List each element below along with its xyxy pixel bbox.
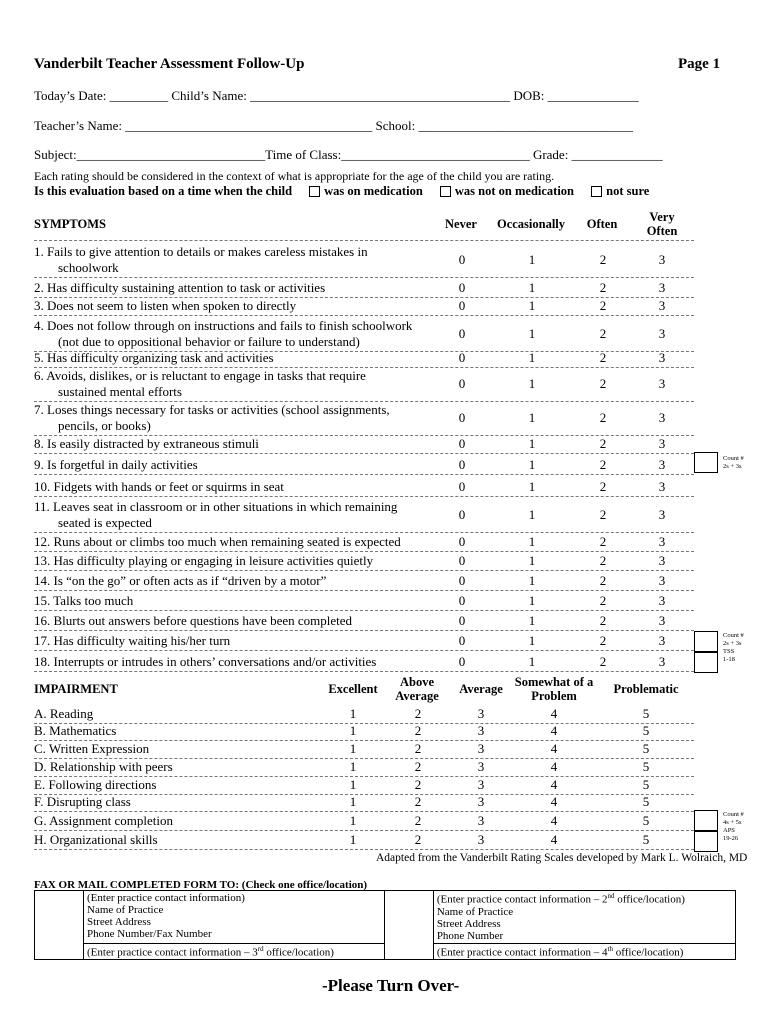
rating-option[interactable]: 1: [528, 613, 536, 628]
rating-option[interactable]: 0: [458, 507, 466, 522]
rating-note: Each rating should be considered in the context of what is appropriate for the age of the child you are rating.: [34, 169, 555, 183]
symptom-item: [34, 280, 454, 296]
rating-option[interactable]: 1: [528, 534, 536, 549]
rating-option[interactable]: 1: [528, 436, 536, 451]
rating-option[interactable]: 1: [528, 654, 536, 669]
office-line: Street Address: [87, 916, 151, 928]
symptom-item: [34, 457, 454, 473]
rating-option[interactable]: 0: [458, 436, 466, 451]
symptom-text: sustained mental efforts: [58, 384, 182, 399]
office-1-cell: [84, 891, 385, 944]
symptom-text: 6. Avoids, dislikes, or is reluctant to engage in tasks that require: [34, 368, 366, 383]
symptom-text: 11. Leaves seat in classroom or in other situations in which remaining: [34, 499, 398, 514]
rating-option[interactable]: 2: [599, 376, 607, 391]
rating-option[interactable]: 2: [599, 573, 607, 588]
rating-option[interactable]: 3: [658, 280, 666, 295]
symptom-item: [34, 350, 454, 366]
rating-option[interactable]: 1: [528, 573, 536, 588]
rating-option[interactable]: 2: [599, 507, 607, 522]
rating-option[interactable]: 3: [658, 553, 666, 568]
impairment-heading: IMPAIRMENT: [34, 682, 118, 696]
fax-office-table: [34, 890, 736, 960]
symptom-text: pencils, or books): [58, 418, 151, 433]
impairment-rating-option[interactable]: 5: [642, 759, 650, 774]
office-3-cell: [84, 943, 385, 960]
page-number: Page 1: [678, 56, 721, 72]
impairment-item: D. Relationship with peers: [34, 759, 173, 774]
symptom-text: 10. Fidgets with hands or feet or squirms in seat: [34, 479, 284, 494]
rating-option[interactable]: 3: [658, 573, 666, 588]
office-line: (Enter practice contact information – 3rd office/location): [87, 944, 334, 959]
impairment-rating-option[interactable]: 4: [550, 741, 558, 756]
symptom-text: 15. Talks too much: [34, 593, 134, 608]
rating-option[interactable]: 3: [658, 633, 666, 648]
impairment-rating-option[interactable]: 3: [477, 759, 485, 774]
impairment-rating-option[interactable]: 5: [642, 832, 650, 847]
rating-option[interactable]: 1: [528, 633, 536, 648]
symptoms-heading: SYMPTOMS: [34, 217, 106, 231]
rating-option[interactable]: 3: [658, 457, 666, 472]
rating-option[interactable]: 2: [599, 593, 607, 608]
rating-option[interactable]: 1: [528, 479, 536, 494]
rating-option[interactable]: 1: [528, 457, 536, 472]
rating-option[interactable]: 2: [599, 252, 607, 267]
rating-option[interactable]: 1: [528, 326, 536, 341]
rating-option[interactable]: 1: [528, 280, 536, 295]
impairment-rating-option[interactable]: 3: [477, 706, 485, 721]
credit-line: Adapted from the Vanderbilt Rating Scales developed by Mark L. Wolraich, MD: [376, 852, 748, 864]
rating-option[interactable]: 1: [528, 507, 536, 522]
rating-option[interactable]: 0: [458, 376, 466, 391]
rating-option[interactable]: 3: [658, 534, 666, 549]
count-label-line: 1-18: [723, 656, 735, 663]
impairment-rating-option[interactable]: 4: [550, 723, 558, 738]
rating-option[interactable]: 3: [658, 350, 666, 365]
impairment-rating-option[interactable]: 4: [550, 706, 558, 721]
impairment-rating-option[interactable]: 1: [349, 777, 357, 792]
symptom-text: 1. Fails to give attention to details or makes careless mistakes in: [34, 244, 368, 259]
rating-option[interactable]: 0: [458, 457, 466, 472]
impairment-rating-option[interactable]: 5: [642, 706, 650, 721]
impairment-rating-option[interactable]: 1: [349, 741, 357, 756]
count-box-hyperactive[interactable]: [694, 631, 718, 652]
symptom-item: [34, 298, 454, 314]
not-sure-checkbox[interactable]: [591, 186, 602, 197]
impairment-rating-option[interactable]: 1: [349, 723, 357, 738]
col-above-average: Above Average: [395, 675, 439, 703]
office-line: Phone Number: [436, 929, 504, 942]
symptom-item: [34, 593, 454, 609]
count-label-hyperactive: [723, 632, 744, 664]
please-turn-over: -Please Turn Over-: [322, 976, 460, 995]
count-label-line: 2s + 3s: [723, 640, 742, 647]
impairment-rating-option[interactable]: 3: [477, 741, 485, 756]
symptom-item: [34, 553, 454, 569]
office-2-checkbox[interactable]: [384, 891, 433, 960]
rating-option[interactable]: 3: [658, 326, 666, 341]
rating-option[interactable]: 3: [658, 654, 666, 669]
office-line: Street Address: [436, 917, 501, 930]
symptom-text: 18. Interrupts or intrudes in others’ conversations and/or activities: [34, 654, 377, 669]
impairment-rating-option[interactable]: 2: [414, 759, 422, 774]
rating-option[interactable]: 2: [599, 654, 607, 669]
symptom-item: [34, 402, 454, 434]
not-on-medication-checkbox[interactable]: [440, 186, 451, 197]
impairment-item: A. Reading: [34, 706, 94, 721]
impairment-rating-option[interactable]: 5: [642, 813, 650, 828]
rating-option[interactable]: 3: [658, 252, 666, 267]
not-on-medication-label: was not on medication: [454, 184, 575, 198]
symptom-text: 16. Blurts out answers before questions have been completed: [34, 613, 353, 628]
count-label-line: 19-26: [723, 835, 739, 842]
teacher-school-fields[interactable]: Teacher’s Name: ______________________________________ School: _________________________________: [34, 118, 633, 133]
rating-option[interactable]: 0: [458, 410, 466, 425]
rating-option[interactable]: 3: [658, 410, 666, 425]
impairment-rating-option[interactable]: 3: [477, 832, 485, 847]
impairment-item: C. Written Expression: [34, 741, 150, 756]
symptom-item: [34, 633, 454, 649]
rating-option[interactable]: 2: [599, 613, 607, 628]
impairment-rating-option[interactable]: 2: [414, 813, 422, 828]
symptom-text: (not due to oppositional behavior or failure to understand): [58, 334, 360, 349]
impairment-item: B. Mathematics: [34, 723, 117, 738]
office-line: (Enter practice contact information – 2nd office/location): [436, 892, 685, 906]
rating-option[interactable]: 0: [458, 633, 466, 648]
rating-option[interactable]: 0: [458, 350, 466, 365]
impairment-rating-option[interactable]: 4: [550, 759, 558, 774]
rating-option[interactable]: 0: [458, 573, 466, 588]
symptom-item: [34, 244, 454, 276]
impairment-rating-option[interactable]: 3: [477, 794, 485, 809]
symptom-text: 14. Is “on the go” or often acts as if “driven by a motor”: [34, 573, 327, 588]
rating-option[interactable]: 0: [458, 534, 466, 549]
symptom-text: 13. Has difficulty playing or engaging in leisure activities quietly: [34, 553, 374, 568]
impairment-rating-option[interactable]: 3: [477, 777, 485, 792]
impairment-rating-option[interactable]: 5: [642, 723, 650, 738]
symptom-text: 9. Is forgetful in daily activities: [34, 457, 198, 472]
col-problematic: Problematic: [613, 682, 679, 696]
not-sure-label: not sure: [606, 184, 650, 198]
symptom-item: [34, 534, 454, 550]
symptom-item: [34, 436, 454, 452]
office-1-checkbox[interactable]: [35, 891, 84, 960]
impairment-rating-option[interactable]: 5: [642, 777, 650, 792]
col-never: Never: [445, 217, 477, 231]
count-label-line: APS: [723, 827, 735, 834]
rating-option[interactable]: 3: [658, 376, 666, 391]
impairment-item: E. Following directions: [34, 777, 157, 792]
rating-option[interactable]: 1: [528, 350, 536, 365]
office-line: Name of Practice: [87, 904, 164, 916]
impairment-rating-option[interactable]: 3: [477, 813, 485, 828]
count-box-inattentive[interactable]: [694, 452, 718, 473]
impairment-rating-option[interactable]: 4: [550, 813, 558, 828]
count-label-line: Count #: [723, 455, 744, 462]
symptom-text: 4. Does not follow through on instructions and fails to finish schoolwork: [34, 318, 413, 333]
rating-option[interactable]: 0: [458, 593, 466, 608]
count-box-impairment[interactable]: [694, 810, 718, 831]
date-name-dob-fields[interactable]: Today’s Date: _________ Child’s Name: ________________________________________ DOB: ______________: [34, 88, 639, 103]
symptom-text: 12. Runs about or climbs too much when remaining seated is expected: [34, 534, 401, 549]
rating-option[interactable]: 2: [599, 436, 607, 451]
symptom-text: schoolwork: [58, 260, 119, 275]
impairment-rating-option[interactable]: 2: [414, 723, 422, 738]
impairment-rating-option[interactable]: 4: [550, 777, 558, 792]
impairment-rating-option[interactable]: 2: [414, 706, 422, 721]
symptom-item: [34, 613, 454, 629]
rating-option[interactable]: 1: [528, 593, 536, 608]
impairment-item: H. Organizational skills: [34, 832, 158, 847]
symptom-item: [34, 499, 454, 531]
rating-option[interactable]: 1: [528, 553, 536, 568]
rating-option[interactable]: 3: [658, 479, 666, 494]
rating-option[interactable]: 0: [458, 298, 466, 313]
impairment-rating-option[interactable]: 1: [349, 706, 357, 721]
rating-option[interactable]: 0: [458, 326, 466, 341]
impairment-rating-option[interactable]: 1: [349, 832, 357, 847]
rating-option[interactable]: 2: [599, 633, 607, 648]
col-somewhat-problem: Somewhat of a Problem: [514, 675, 594, 703]
impairment-rating-option[interactable]: 1: [349, 813, 357, 828]
count-label-line: Count #: [723, 811, 744, 818]
count-label-line: 2s + 3s: [723, 463, 742, 470]
office-line: (Enter practice contact information – 4th office/location): [436, 944, 684, 959]
rating-option[interactable]: 2: [599, 553, 607, 568]
symptom-text: 3. Does not seem to listen when spoken to directly: [34, 298, 297, 313]
medication-question-text: Is this evaluation based on a time when the child: [34, 184, 293, 198]
col-average: Average: [459, 682, 503, 696]
rating-option[interactable]: 3: [658, 613, 666, 628]
rating-option[interactable]: 1: [528, 410, 536, 425]
aps-box[interactable]: [694, 831, 718, 852]
symptom-text: 8. Is easily distracted by extraneous stimuli: [34, 436, 259, 451]
impairment-rating-option[interactable]: 2: [414, 794, 422, 809]
medication-question: [34, 184, 649, 199]
impairment-rating-option[interactable]: 5: [642, 794, 650, 809]
form-title: Vanderbilt Teacher Assessment Follow-Up: [34, 56, 305, 72]
on-medication-checkbox[interactable]: [309, 186, 320, 197]
symptom-text: 5. Has difficulty organizing task and activities: [34, 350, 274, 365]
impairment-rating-option[interactable]: 4: [550, 832, 558, 847]
impairment-rating-option[interactable]: 2: [414, 741, 422, 756]
count-label-line: Count #: [723, 632, 744, 639]
symptom-item: [34, 479, 454, 495]
impairment-rating-option[interactable]: 3: [477, 723, 485, 738]
symptom-text: 2. Has difficulty sustaining attention to task or activities: [34, 280, 326, 295]
symptom-text: seated is expected: [58, 515, 152, 530]
rating-option[interactable]: 0: [458, 252, 466, 267]
count-label-inattentive: [723, 455, 744, 471]
rating-option[interactable]: 2: [599, 280, 607, 295]
col-very-often: Very Often: [646, 210, 678, 238]
count-label-line: TSS: [723, 648, 735, 655]
rating-option[interactable]: 2: [599, 457, 607, 472]
tss-box[interactable]: [694, 652, 718, 673]
on-medication-label: was on medication: [324, 184, 423, 198]
impairment-rating-option[interactable]: 2: [414, 832, 422, 847]
rating-option[interactable]: 0: [458, 280, 466, 295]
rating-option[interactable]: 2: [599, 326, 607, 341]
symptom-text: 7. Loses things necessary for tasks or activities (school assignments,: [34, 402, 390, 417]
rating-option[interactable]: 1: [528, 376, 536, 391]
rating-option[interactable]: 1: [528, 252, 536, 267]
rating-option[interactable]: 0: [458, 654, 466, 669]
rating-option[interactable]: 2: [599, 410, 607, 425]
subject-time-grade-fields[interactable]: Subject:_____________________________Time of Class:_____________________________ Grade: ______________: [34, 147, 663, 162]
rating-option[interactable]: 0: [458, 613, 466, 628]
rating-option[interactable]: 2: [599, 479, 607, 494]
impairment-rating-option[interactable]: 1: [349, 759, 357, 774]
rating-option[interactable]: 2: [599, 298, 607, 313]
rating-option[interactable]: 0: [458, 479, 466, 494]
rating-option[interactable]: 3: [658, 436, 666, 451]
count-label-impairment: [723, 811, 744, 843]
impairment-rating-option[interactable]: 2: [414, 777, 422, 792]
symptom-item: [34, 368, 454, 400]
rating-option[interactable]: 0: [458, 553, 466, 568]
fax-heading: FAX OR MAIL COMPLETED FORM TO: (Check one office/location): [34, 879, 368, 891]
symptom-text: 17. Has difficulty waiting his/her turn: [34, 633, 231, 648]
office-line: Name of Practice: [436, 905, 514, 918]
impairment-item: F. Disrupting class: [34, 794, 131, 809]
rating-option[interactable]: 2: [599, 350, 607, 365]
rating-option[interactable]: 3: [658, 593, 666, 608]
rating-option[interactable]: 2: [599, 534, 607, 549]
office-line: (Enter practice contact information): [87, 892, 245, 904]
col-occasionally: Occasionally: [496, 217, 566, 231]
symptom-item: [34, 654, 454, 670]
office-line: Phone Number/Fax Number: [87, 928, 212, 940]
impairment-rating-option[interactable]: 1: [349, 794, 357, 809]
office-2-cell: [433, 891, 735, 944]
office-4-cell: [433, 943, 735, 960]
rating-option[interactable]: 3: [658, 298, 666, 313]
col-often: Often: [586, 217, 618, 231]
col-excellent: Excellent: [328, 682, 378, 696]
rating-option[interactable]: 3: [658, 507, 666, 522]
rating-option[interactable]: 1: [528, 298, 536, 313]
impairment-rating-option[interactable]: 4: [550, 794, 558, 809]
symptom-item: [34, 318, 454, 350]
count-label-line: 4s + 5s: [723, 819, 742, 826]
impairment-rating-option[interactable]: 5: [642, 741, 650, 756]
impairment-item: G. Assignment completion: [34, 813, 174, 828]
symptom-item: [34, 573, 454, 589]
